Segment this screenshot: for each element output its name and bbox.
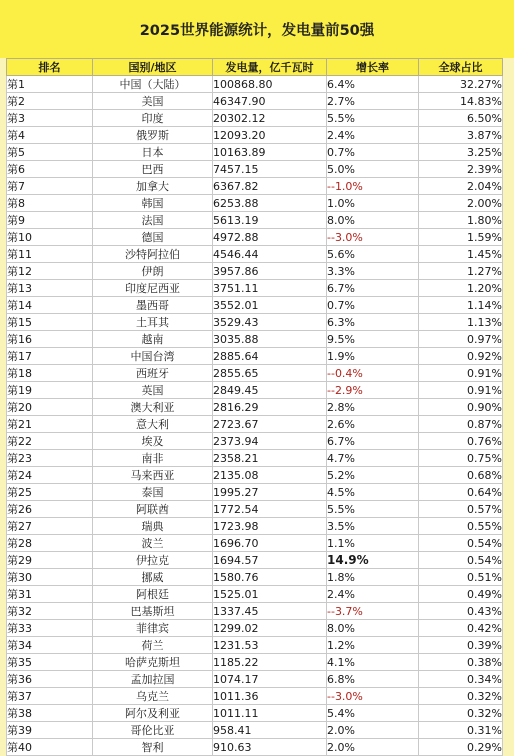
header-share: 全球占比 [419, 59, 503, 76]
cell-country: 加拿大 [93, 178, 213, 195]
table-row [7, 416, 503, 433]
cell-rank: 第19 [7, 382, 93, 399]
cell-country: 日本 [93, 144, 213, 161]
cell-rank: 第21 [7, 416, 93, 433]
cell-rank: 第4 [7, 127, 93, 144]
table-row [7, 161, 503, 178]
cell-growth: 6.8% [327, 671, 419, 688]
cell-country: 中国（大陆） [93, 76, 213, 93]
table-row [7, 76, 503, 93]
cell-generation: 1580.76 [213, 569, 327, 586]
cell-country: 马来西亚 [93, 467, 213, 484]
header-country: 国别/地区 [93, 59, 213, 76]
table-row [7, 212, 503, 229]
cell-rank: 第36 [7, 671, 93, 688]
cell-share: 1.20% [419, 280, 503, 297]
cell-share: 0.49% [419, 586, 503, 603]
table-row [7, 365, 503, 382]
cell-generation: 1696.70 [213, 535, 327, 552]
cell-share: 0.87% [419, 416, 503, 433]
cell-share: 0.51% [419, 569, 503, 586]
cell-country: 土耳其 [93, 314, 213, 331]
cell-generation: 10163.89 [213, 144, 327, 161]
header-growth: 增长率 [327, 59, 419, 76]
table-row [7, 399, 503, 416]
cell-growth: --0.4% [327, 365, 419, 382]
cell-growth: 6.4% [327, 76, 419, 93]
table-row [7, 535, 503, 552]
cell-growth: 9.5% [327, 331, 419, 348]
cell-share: 6.50% [419, 110, 503, 127]
cell-country: 俄罗斯 [93, 127, 213, 144]
cell-growth: 2.0% [327, 722, 419, 739]
cell-growth: 0.7% [327, 297, 419, 314]
cell-growth: 1.8% [327, 569, 419, 586]
table-row [7, 348, 503, 365]
cell-country: 美国 [93, 93, 213, 110]
cell-generation: 2373.94 [213, 433, 327, 450]
cell-country: 孟加拉国 [93, 671, 213, 688]
cell-country: 澳大利亚 [93, 399, 213, 416]
cell-share: 0.76% [419, 433, 503, 450]
table-row [7, 722, 503, 739]
table-row [7, 603, 503, 620]
cell-rank: 第38 [7, 705, 93, 722]
cell-generation: 1525.01 [213, 586, 327, 603]
cell-rank: 第29 [7, 552, 93, 569]
cell-growth: 0.7% [327, 144, 419, 161]
cell-generation: 6253.88 [213, 195, 327, 212]
stats-table [6, 58, 503, 756]
cell-rank: 第14 [7, 297, 93, 314]
cell-share: 0.92% [419, 348, 503, 365]
cell-country: 阿尔及利亚 [93, 705, 213, 722]
cell-generation: 1074.17 [213, 671, 327, 688]
cell-generation: 1337.45 [213, 603, 327, 620]
cell-country: 挪威 [93, 569, 213, 586]
cell-country: 荷兰 [93, 637, 213, 654]
table-row [7, 654, 503, 671]
cell-share: 1.80% [419, 212, 503, 229]
cell-rank: 第30 [7, 569, 93, 586]
table-row [7, 637, 503, 654]
cell-country: 西班牙 [93, 365, 213, 382]
table-row [7, 705, 503, 722]
cell-generation: 1011.11 [213, 705, 327, 722]
cell-rank: 第24 [7, 467, 93, 484]
cell-share: 0.39% [419, 637, 503, 654]
cell-share: 0.34% [419, 671, 503, 688]
cell-growth: 14.9% [327, 552, 419, 569]
cell-rank: 第16 [7, 331, 93, 348]
cell-rank: 第5 [7, 144, 93, 161]
cell-generation: 1011.36 [213, 688, 327, 705]
cell-rank: 第27 [7, 518, 93, 535]
cell-country: 巴基斯坦 [93, 603, 213, 620]
table-header-row [7, 59, 503, 76]
cell-country: 阿根廷 [93, 586, 213, 603]
cell-rank: 第40 [7, 739, 93, 756]
cell-growth: 1.0% [327, 195, 419, 212]
cell-growth: 8.0% [327, 620, 419, 637]
cell-share: 1.45% [419, 246, 503, 263]
cell-country: 伊拉克 [93, 552, 213, 569]
cell-growth: 8.0% [327, 212, 419, 229]
cell-share: 1.13% [419, 314, 503, 331]
table-row [7, 297, 503, 314]
cell-generation: 2849.45 [213, 382, 327, 399]
cell-rank: 第9 [7, 212, 93, 229]
cell-share: 0.54% [419, 552, 503, 569]
cell-generation: 1185.22 [213, 654, 327, 671]
cell-rank: 第7 [7, 178, 93, 195]
cell-growth: 5.5% [327, 110, 419, 127]
cell-generation: 2885.64 [213, 348, 327, 365]
cell-growth: --2.9% [327, 382, 419, 399]
cell-growth: 2.0% [327, 739, 419, 756]
cell-share: 14.83% [419, 93, 503, 110]
cell-rank: 第34 [7, 637, 93, 654]
cell-rank: 第35 [7, 654, 93, 671]
table-row [7, 518, 503, 535]
cell-generation: 20302.12 [213, 110, 327, 127]
cell-share: 0.64% [419, 484, 503, 501]
cell-growth: 5.4% [327, 705, 419, 722]
cell-generation: 2135.08 [213, 467, 327, 484]
cell-rank: 第25 [7, 484, 93, 501]
table-row [7, 314, 503, 331]
cell-share: 0.42% [419, 620, 503, 637]
cell-rank: 第15 [7, 314, 93, 331]
cell-generation: 7457.15 [213, 161, 327, 178]
cell-country: 沙特阿拉伯 [93, 246, 213, 263]
cell-share: 0.91% [419, 382, 503, 399]
cell-country: 乌克兰 [93, 688, 213, 705]
table-row [7, 195, 503, 212]
table-body [7, 76, 503, 756]
cell-generation: 2723.67 [213, 416, 327, 433]
table-row [7, 93, 503, 110]
page-title: 2025世界能源统计，发电量前50强 [0, 0, 514, 58]
cell-generation: 3957.86 [213, 263, 327, 280]
cell-share: 0.75% [419, 450, 503, 467]
header-rank: 排名 [7, 59, 93, 76]
cell-share: 0.32% [419, 705, 503, 722]
cell-country: 德国 [93, 229, 213, 246]
cell-generation: 910.63 [213, 739, 327, 756]
cell-generation: 3751.11 [213, 280, 327, 297]
cell-country: 阿联酋 [93, 501, 213, 518]
cell-generation: 3552.01 [213, 297, 327, 314]
table-row [7, 246, 503, 263]
cell-country: 巴西 [93, 161, 213, 178]
table-row [7, 620, 503, 637]
cell-growth: 6.7% [327, 280, 419, 297]
cell-growth: 5.0% [327, 161, 419, 178]
cell-country: 波兰 [93, 535, 213, 552]
cell-growth: 1.1% [327, 535, 419, 552]
cell-rank: 第20 [7, 399, 93, 416]
cell-share: 1.59% [419, 229, 503, 246]
cell-generation: 2816.29 [213, 399, 327, 416]
cell-rank: 第1 [7, 76, 93, 93]
cell-share: 0.43% [419, 603, 503, 620]
table-row [7, 501, 503, 518]
cell-growth: 4.5% [327, 484, 419, 501]
cell-growth: 2.6% [327, 416, 419, 433]
table-row [7, 450, 503, 467]
cell-generation: 1723.98 [213, 518, 327, 535]
cell-rank: 第26 [7, 501, 93, 518]
cell-country: 埃及 [93, 433, 213, 450]
cell-rank: 第12 [7, 263, 93, 280]
cell-share: 0.91% [419, 365, 503, 382]
cell-share: 0.55% [419, 518, 503, 535]
table-row [7, 569, 503, 586]
cell-country: 哈萨克斯坦 [93, 654, 213, 671]
cell-share: 32.27% [419, 76, 503, 93]
cell-country: 哥伦比亚 [93, 722, 213, 739]
cell-country: 印度尼西亚 [93, 280, 213, 297]
cell-growth: 2.4% [327, 586, 419, 603]
cell-generation: 4972.88 [213, 229, 327, 246]
cell-country: 中国台湾 [93, 348, 213, 365]
cell-country: 英国 [93, 382, 213, 399]
cell-growth: 4.1% [327, 654, 419, 671]
cell-generation: 3529.43 [213, 314, 327, 331]
cell-country: 菲律宾 [93, 620, 213, 637]
cell-country: 意大利 [93, 416, 213, 433]
cell-share: 0.31% [419, 722, 503, 739]
table-row [7, 178, 503, 195]
cell-share: 3.25% [419, 144, 503, 161]
cell-rank: 第22 [7, 433, 93, 450]
cell-rank: 第39 [7, 722, 93, 739]
table-row [7, 127, 503, 144]
cell-share: 1.14% [419, 297, 503, 314]
table-row [7, 484, 503, 501]
table-row [7, 263, 503, 280]
cell-share: 2.39% [419, 161, 503, 178]
cell-rank: 第28 [7, 535, 93, 552]
cell-share: 0.90% [419, 399, 503, 416]
cell-growth: 6.3% [327, 314, 419, 331]
cell-growth: 5.6% [327, 246, 419, 263]
cell-country: 南非 [93, 450, 213, 467]
cell-rank: 第33 [7, 620, 93, 637]
header-generation: 发电量，亿千瓦时 [213, 59, 327, 76]
cell-rank: 第6 [7, 161, 93, 178]
table-row [7, 467, 503, 484]
cell-growth: --3.0% [327, 688, 419, 705]
cell-share: 0.32% [419, 688, 503, 705]
cell-country: 智利 [93, 739, 213, 756]
cell-growth: 2.7% [327, 93, 419, 110]
cell-growth: 3.5% [327, 518, 419, 535]
table-row [7, 229, 503, 246]
cell-country: 越南 [93, 331, 213, 348]
cell-country: 伊朗 [93, 263, 213, 280]
cell-rank: 第32 [7, 603, 93, 620]
cell-country: 法国 [93, 212, 213, 229]
cell-growth: --3.7% [327, 603, 419, 620]
cell-share: 0.29% [419, 739, 503, 756]
cell-share: 0.68% [419, 467, 503, 484]
cell-growth: 1.9% [327, 348, 419, 365]
cell-growth: 3.3% [327, 263, 419, 280]
cell-rank: 第17 [7, 348, 93, 365]
cell-share: 3.87% [419, 127, 503, 144]
cell-generation: 4546.44 [213, 246, 327, 263]
cell-rank: 第18 [7, 365, 93, 382]
cell-rank: 第10 [7, 229, 93, 246]
cell-rank: 第3 [7, 110, 93, 127]
table-row [7, 433, 503, 450]
cell-growth: 5.2% [327, 467, 419, 484]
cell-generation: 1694.57 [213, 552, 327, 569]
cell-growth: 1.2% [327, 637, 419, 654]
cell-generation: 5613.19 [213, 212, 327, 229]
table-row [7, 586, 503, 603]
cell-rank: 第11 [7, 246, 93, 263]
cell-growth: --1.0% [327, 178, 419, 195]
cell-generation: 1995.27 [213, 484, 327, 501]
cell-generation: 1231.53 [213, 637, 327, 654]
cell-generation: 12093.20 [213, 127, 327, 144]
cell-country: 印度 [93, 110, 213, 127]
cell-generation: 100868.80 [213, 76, 327, 93]
table-row [7, 110, 503, 127]
cell-growth: 6.7% [327, 433, 419, 450]
table-row [7, 382, 503, 399]
table-row [7, 671, 503, 688]
cell-generation: 2358.21 [213, 450, 327, 467]
cell-generation: 6367.82 [213, 178, 327, 195]
table-row [7, 739, 503, 756]
cell-growth: 5.5% [327, 501, 419, 518]
cell-generation: 1772.54 [213, 501, 327, 518]
cell-rank: 第2 [7, 93, 93, 110]
cell-share: 1.27% [419, 263, 503, 280]
cell-growth: 2.4% [327, 127, 419, 144]
cell-rank: 第13 [7, 280, 93, 297]
cell-growth: 2.8% [327, 399, 419, 416]
cell-generation: 2855.65 [213, 365, 327, 382]
table-row [7, 552, 503, 569]
cell-country: 瑞典 [93, 518, 213, 535]
cell-rank: 第8 [7, 195, 93, 212]
cell-growth: 4.7% [327, 450, 419, 467]
table-row [7, 144, 503, 161]
cell-share: 0.57% [419, 501, 503, 518]
cell-share: 2.00% [419, 195, 503, 212]
cell-rank: 第37 [7, 688, 93, 705]
cell-generation: 3035.88 [213, 331, 327, 348]
cell-rank: 第31 [7, 586, 93, 603]
cell-rank: 第23 [7, 450, 93, 467]
cell-generation: 1299.02 [213, 620, 327, 637]
cell-share: 0.97% [419, 331, 503, 348]
table-row [7, 688, 503, 705]
cell-country: 墨西哥 [93, 297, 213, 314]
table-row [7, 280, 503, 297]
table-row [7, 331, 503, 348]
cell-share: 0.54% [419, 535, 503, 552]
cell-share: 0.38% [419, 654, 503, 671]
cell-growth: --3.0% [327, 229, 419, 246]
cell-generation: 958.41 [213, 722, 327, 739]
cell-share: 2.04% [419, 178, 503, 195]
cell-country: 韩国 [93, 195, 213, 212]
cell-country: 泰国 [93, 484, 213, 501]
cell-generation: 46347.90 [213, 93, 327, 110]
